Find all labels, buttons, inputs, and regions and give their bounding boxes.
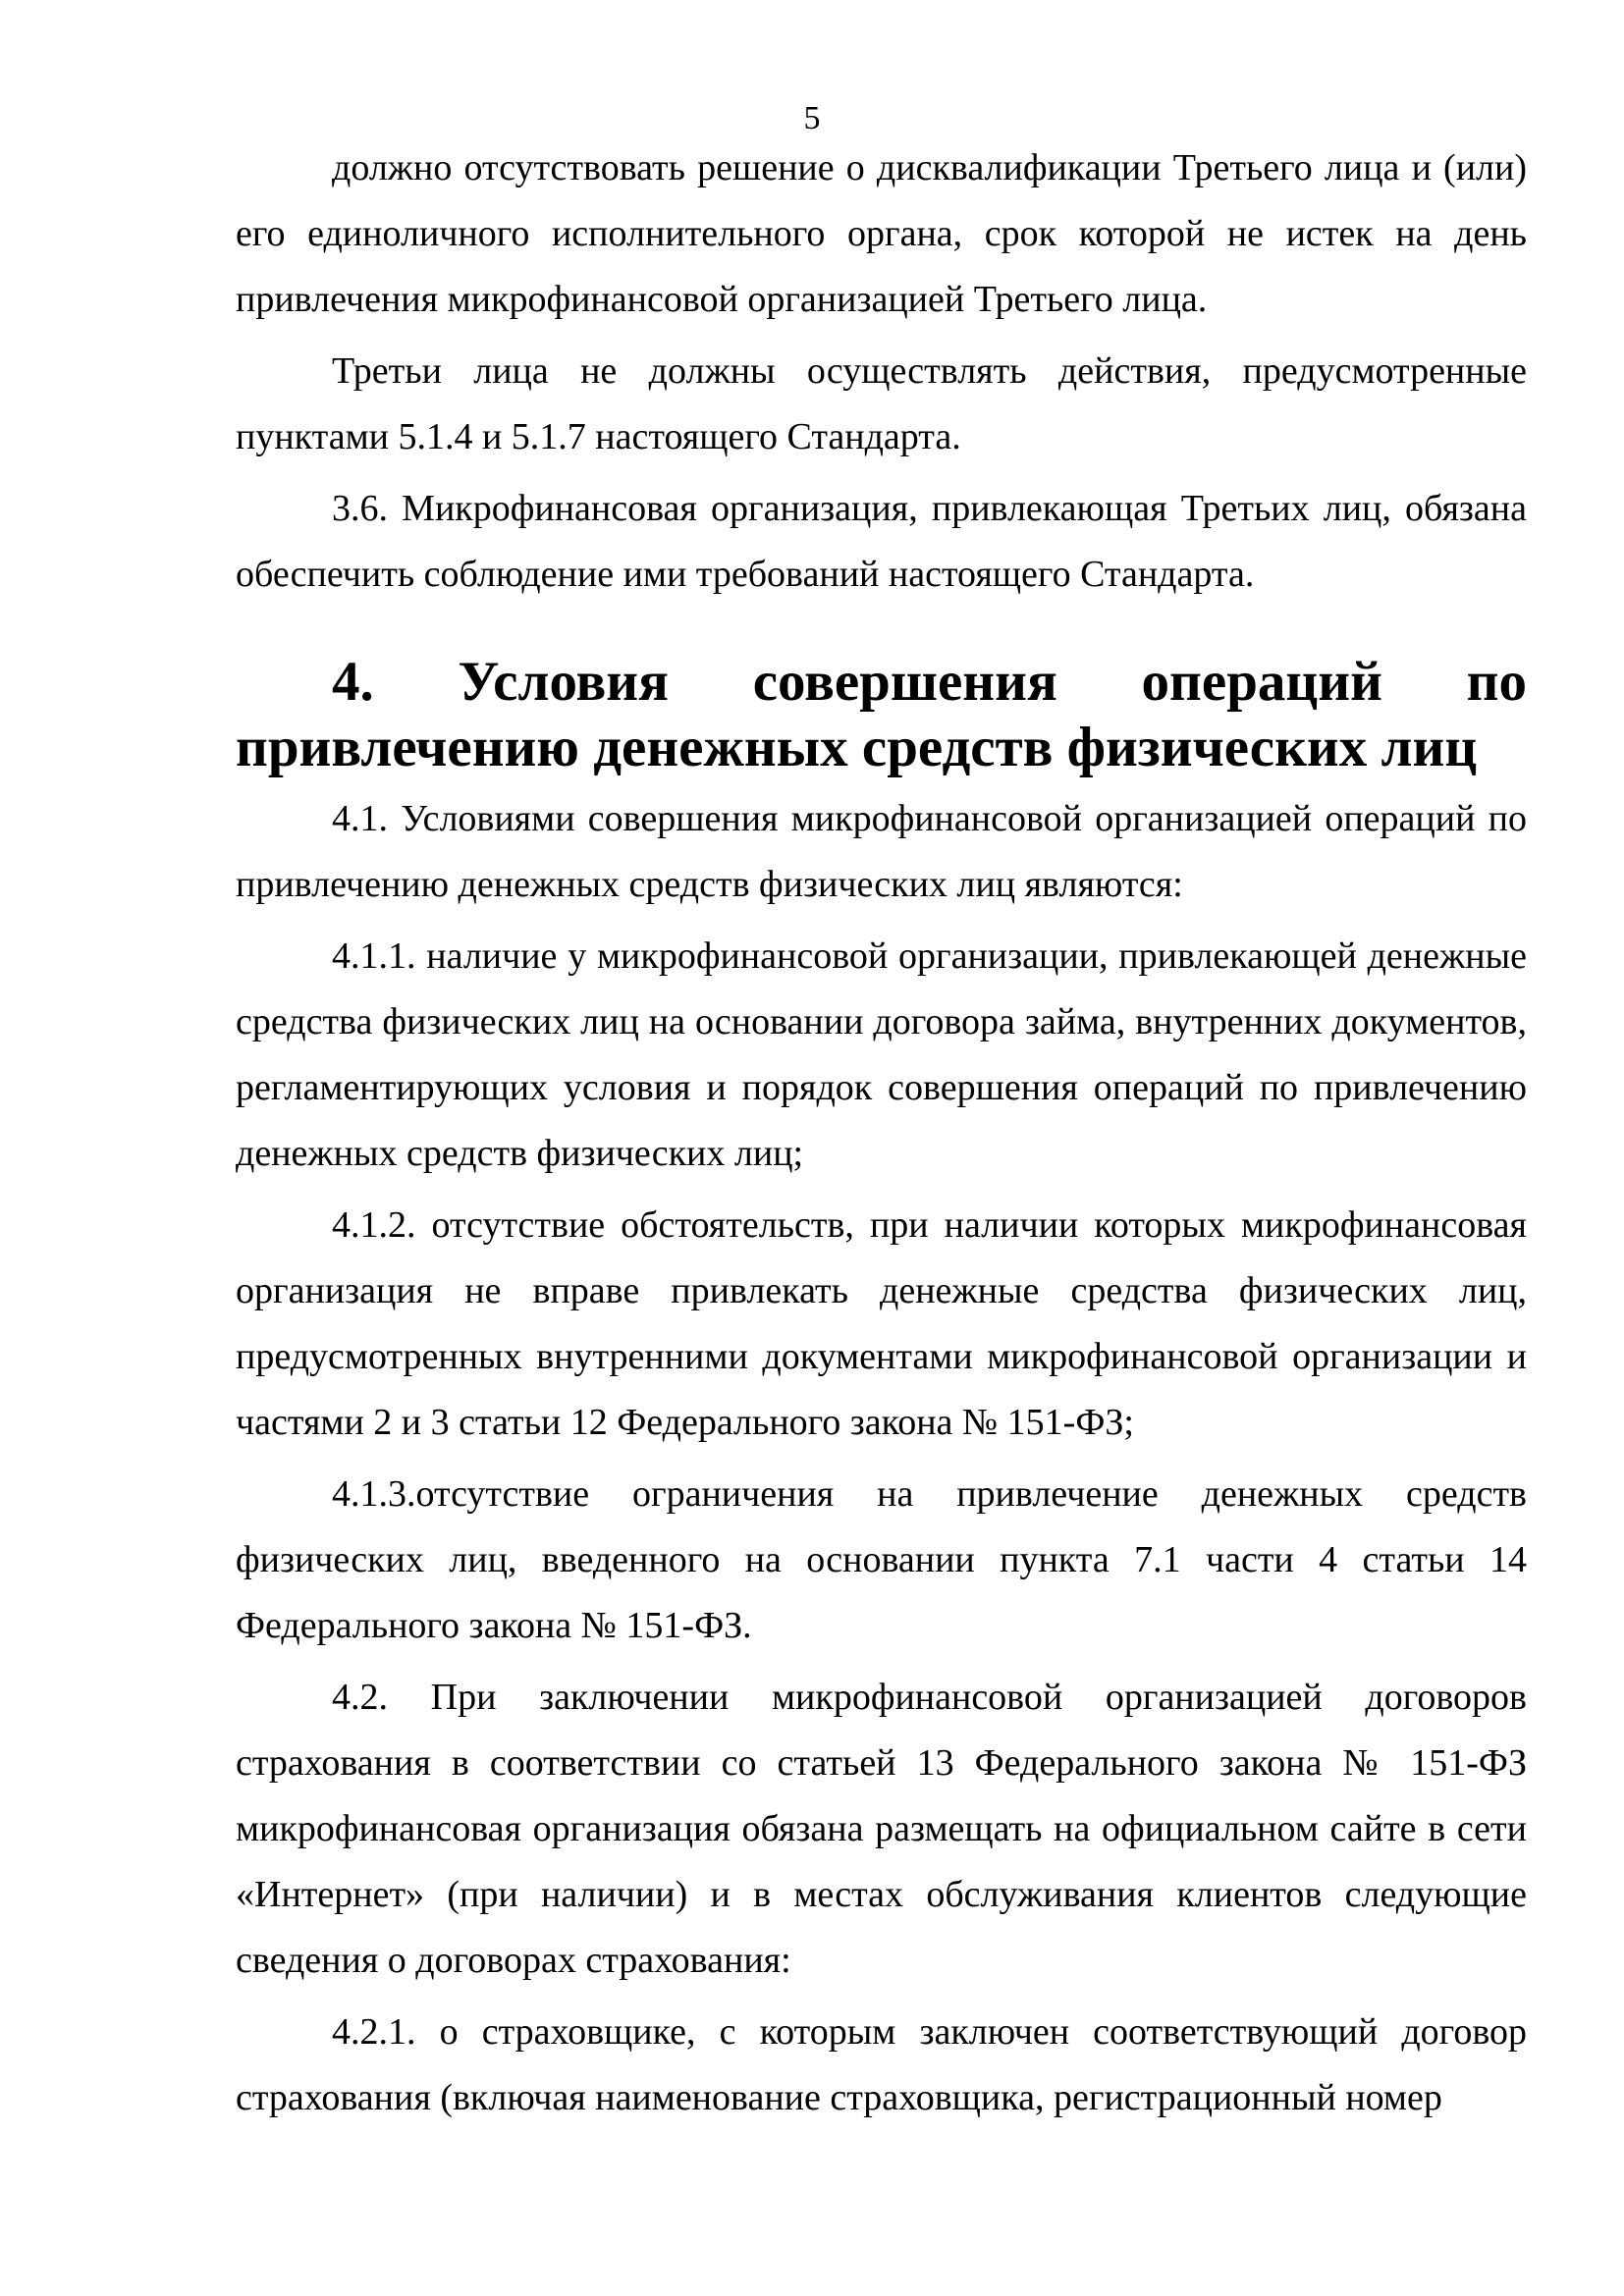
- paragraph-4-1-1: 4.1.1. наличие у микрофинансовой организации, привлекающей денежные средства физических лиц на основании договора займа, внутренних документов, регламентирующих условия и порядок совершения операций по привлечению денежных средств физических лиц;: [236, 935, 1527, 1174]
- paragraph-4-1-2: 4.1.2. отсутствие обстоятельств, при наличии которых микрофинансовая организация не вправе привлекать денежные средства физических лиц, предусмотренных внутренними документами микрофинансовой организации и частями 2 и 3 статьи 12 Федерального закона № 151-ФЗ;: [236, 1204, 1527, 1443]
- paragraph-4-1: 4.1. Условиями совершения микрофинансовой организацией операций по привлечению денежных средств физических лиц являются:: [236, 798, 1527, 905]
- section-heading-4: 4. Условия совершения операций по привлечению денежных средств физических лиц: [236, 651, 1527, 778]
- paragraph-4-2-1: 4.2.1. о страховщике, с которым заключен соответствующий договор страхования (включая наименование страховщика, регистрационный номер: [236, 2011, 1527, 2118]
- paragraph-3-6: 3.6. Микрофинансовая организация, привлекающая Третьих лиц, обязана обеспечить соблюдение ими требований настоящего Стандарта.: [236, 488, 1527, 595]
- paragraph-third-parties: Третьи лица не должны осуществлять действия, предусмотренные пунктами 5.1.4 и 5.1.7 настоящего Стандарта.: [236, 350, 1527, 457]
- page-body: [236, 135, 1527, 2137]
- paragraph-4-2: 4.2. При заключении микрофинансовой организацией договоров страхования в соответствии со статьей 13 Федерального закона № 151-ФЗ микрофинансовая организация обязана размещать на официальном сайте в сети «Интернет» (при наличии) и в местах обслуживания клиентов следующие сведения о договорах страхования:: [236, 1677, 1527, 1981]
- page-number: 5: [803, 100, 821, 136]
- paragraph-4-1-3: 4.1.3.отсутствие ограничения на привлечение денежных средств физических лиц, введенного на основании пункта 7.1 части 4 статьи 14 Федерального закона № 151-ФЗ.: [236, 1473, 1527, 1646]
- paragraph-disqualification: должно отсутствовать решение о дисквалификации Третьего лица и (или) его единоличного исполнительного органа, срок которой не истек на день привлечения микрофинансовой организацией Третьего лица.: [236, 147, 1527, 320]
